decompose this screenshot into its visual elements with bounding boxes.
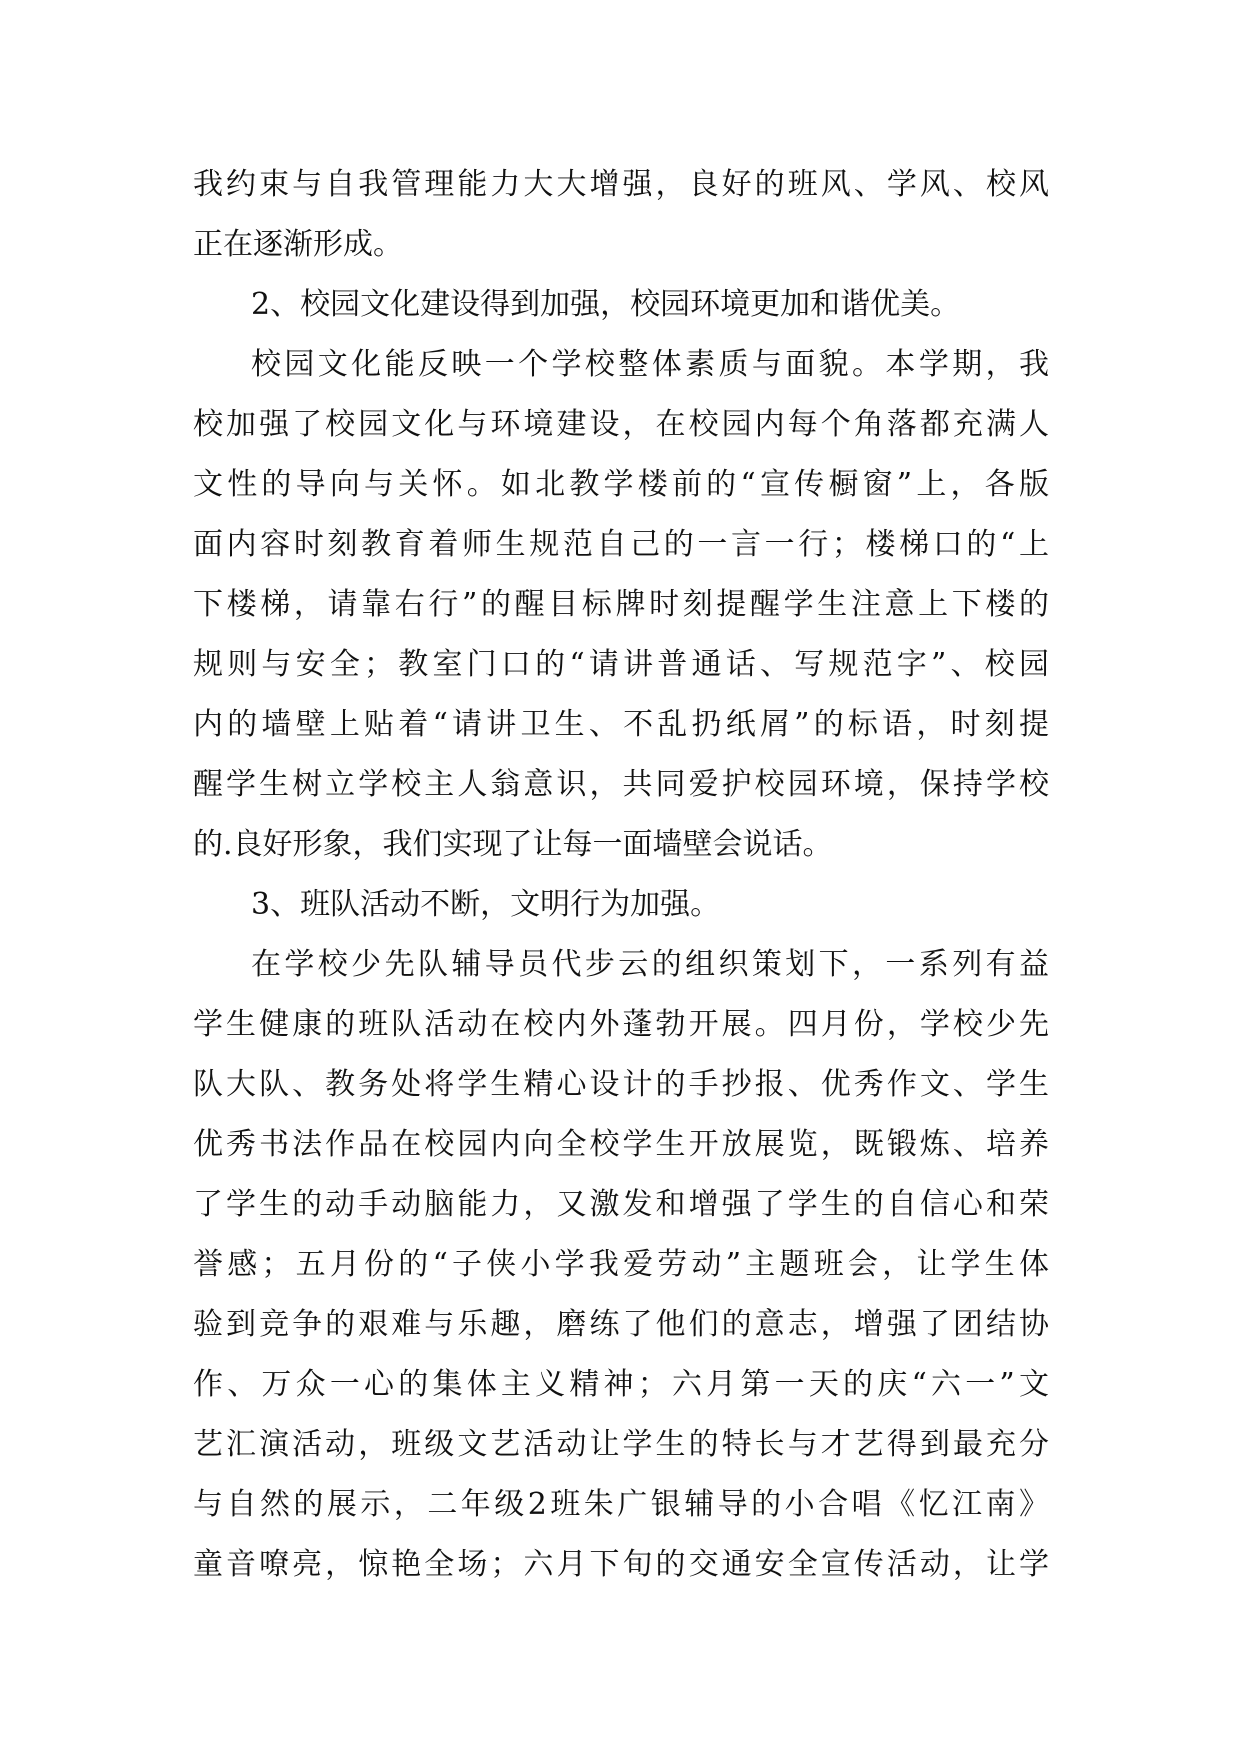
- section-heading: 3、班队活动不断，文明行为加强。: [251, 887, 721, 922]
- text-line: 了学生的动手动脑能力，又激发和增强了学生的自信心和荣: [193, 1187, 1049, 1222]
- text-line: 誉感；五月份的“子侠小学我爱劳动”主题班会，让学生体: [193, 1247, 1049, 1282]
- text-line: 验到竞争的艰难与乐趣，磨练了他们的意志，增强了团结协: [193, 1307, 1049, 1342]
- text-line: 文性的导向与关怀。如北教学楼前的“宣传橱窗”上，各版: [193, 467, 1049, 502]
- text-line: 在学校少先队辅导员代步云的组织策划下，一系列有益: [251, 947, 1049, 982]
- text-line: 内的墙壁上贴着“请讲卫生、不乱扔纸屑”的标语，时刻提: [193, 707, 1049, 742]
- text-line: 正在逐渐形成。: [193, 227, 403, 262]
- text-line: 校加强了校园文化与环境建设，在校园内每个角落都充满人: [193, 407, 1049, 442]
- text-line: 规则与安全；教室门口的“请讲普通话、写规范字”、校园: [193, 647, 1049, 682]
- text-line: 学生健康的班队活动在校内外蓬勃开展。四月份，学校少先: [193, 1007, 1049, 1042]
- text-line: 的.良好形象，我们实现了让每一面墙壁会说话。: [193, 827, 833, 862]
- text-line: 我约束与自我管理能力大大增强，良好的班风、学风、校风: [193, 167, 1049, 202]
- text-line: 醒学生树立学校主人翁意识，共同爱护校园环境，保持学校: [193, 767, 1049, 802]
- text-line: 面内容时刻教育着师生规范自己的一言一行；楼梯口的“上: [193, 527, 1049, 562]
- text-line: 童音嘹亮，惊艳全场；六月下旬的交通安全宣传活动，让学: [193, 1547, 1049, 1582]
- section-heading: 2、校园文化建设得到加强，校园环境更加和谐优美。: [251, 287, 961, 322]
- text-line: 下楼梯，请靠右行”的醒目标牌时刻提醒学生注意上下楼的: [193, 587, 1049, 622]
- document-body: [193, 155, 1049, 1595]
- text-line: 优秀书法作品在校园内向全校学生开放展览，既锻炼、培养: [193, 1127, 1049, 1162]
- text-line: 校园文化能反映一个学校整体素质与面貌。本学期，我: [251, 347, 1049, 382]
- text-line: 作、万众一心的集体主义精神；六月第一天的庆“六一”文: [193, 1367, 1049, 1402]
- text-line: 艺汇演活动，班级文艺活动让学生的特长与才艺得到最充分: [193, 1427, 1049, 1462]
- text-line: 与自然的展示，二年级2班朱广银辅导的小合唱《忆江南》: [193, 1487, 1049, 1522]
- text-line: 队大队、教务处将学生精心设计的手抄报、优秀作文、学生: [193, 1067, 1049, 1102]
